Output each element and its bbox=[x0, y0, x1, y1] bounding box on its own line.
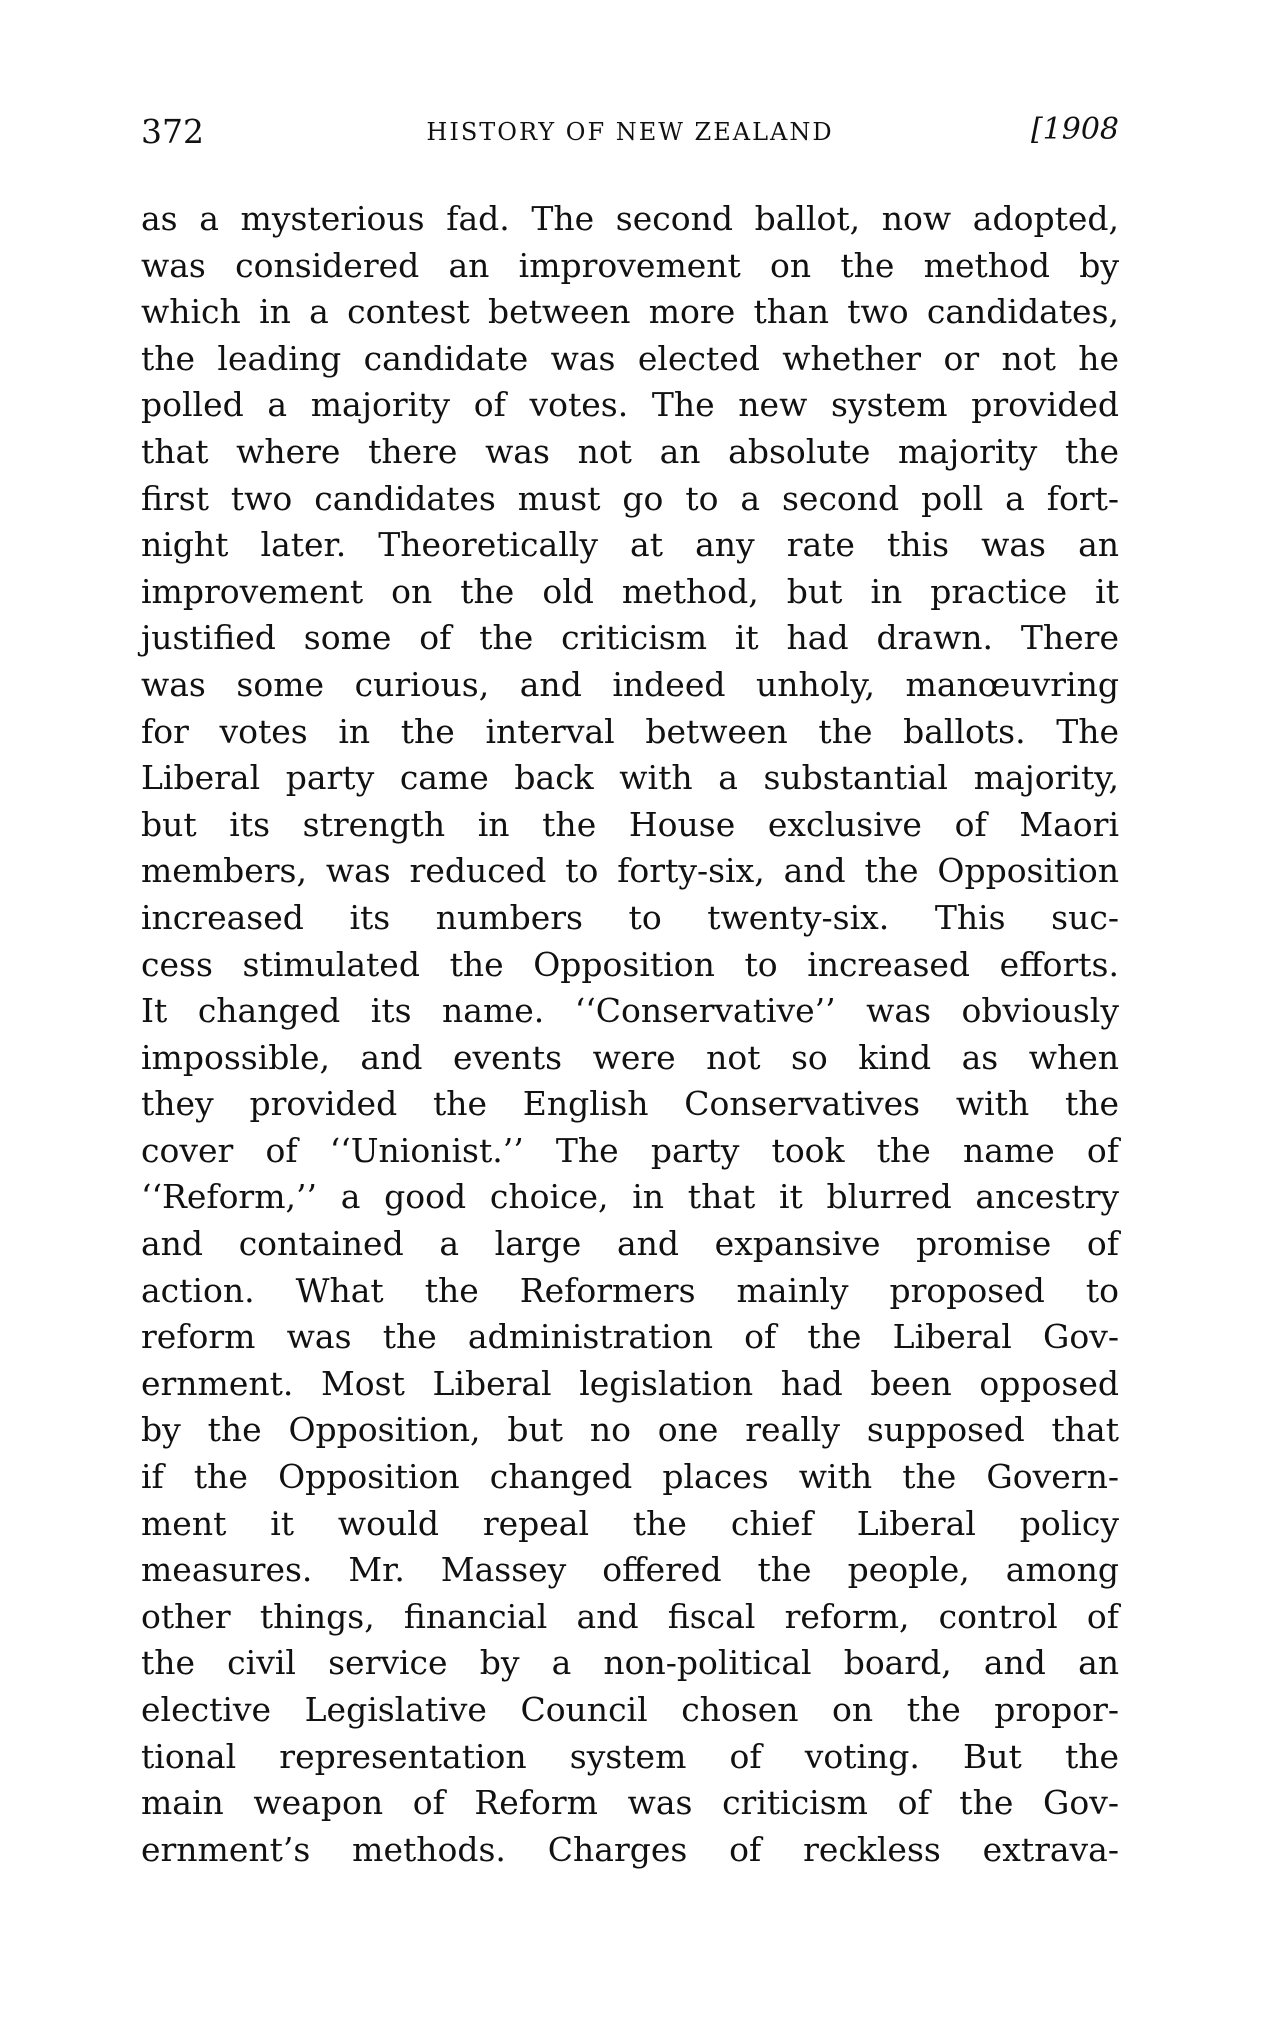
text-line bbox=[141, 1081, 1119, 1128]
text-line bbox=[141, 988, 1119, 1035]
text-line bbox=[141, 196, 1119, 243]
text-line bbox=[141, 1407, 1119, 1454]
running-header bbox=[141, 112, 1119, 156]
text-line-content: if the Opposition changed places with the Govern- bbox=[141, 1457, 1119, 1497]
text-line-content: for votes in the interval between the ballots. The bbox=[141, 711, 1119, 751]
year-marker: [1908 bbox=[1030, 112, 1119, 147]
body-text bbox=[141, 196, 1119, 1873]
text-line-content: other things, financial and fiscal reform, control of bbox=[141, 1596, 1119, 1636]
text-line bbox=[141, 476, 1119, 523]
text-line bbox=[141, 755, 1119, 802]
text-line bbox=[141, 569, 1119, 616]
text-line-content: as a mysterious fad. The second ballot, now adopted, bbox=[141, 199, 1119, 238]
text-line bbox=[141, 615, 1119, 662]
text-line bbox=[141, 1501, 1119, 1548]
text-line-content: night later. Theoretically at any rate this was an bbox=[141, 525, 1119, 565]
text-line-content: impossible, and events were not so kind as when bbox=[141, 1037, 1119, 1077]
text-line-content: polled a majority of votes. The new system provided bbox=[141, 385, 1119, 425]
text-line-content: elective Legislative Council chosen on the propor- bbox=[141, 1690, 1119, 1729]
text-line bbox=[141, 1314, 1119, 1361]
text-line-content: by the Opposition, but no one really supposed that bbox=[141, 1410, 1119, 1450]
text-line bbox=[141, 1687, 1119, 1734]
text-line bbox=[141, 382, 1119, 429]
text-line bbox=[141, 1454, 1119, 1501]
text-line-content: they provided the English Conservatives with the bbox=[141, 1084, 1119, 1124]
text-line bbox=[141, 1361, 1119, 1408]
text-line bbox=[141, 1827, 1119, 1874]
text-line bbox=[141, 1547, 1119, 1594]
text-line-content: the civil service by a non-political board, and an bbox=[141, 1643, 1119, 1683]
text-line-content: cess stimulated the Opposition to increased efforts. bbox=[141, 944, 1119, 984]
text-line-content: justified some of the criticism it had drawn. There bbox=[141, 618, 1119, 658]
text-line bbox=[141, 662, 1119, 709]
text-line-content: but its strength in the House exclusive of Maori bbox=[141, 804, 1119, 844]
text-line-content: was considered an improvement on the method by bbox=[141, 245, 1119, 285]
text-line-content: first two candidates must go to a second poll a fort- bbox=[141, 478, 1119, 518]
text-line-content: Liberal party came back with a substantial majority, bbox=[141, 758, 1119, 798]
text-line bbox=[141, 243, 1119, 290]
text-line-content: that where there was not an absolute majority the bbox=[141, 431, 1119, 471]
text-line-content: It changed its name. ‘‘Conservative’’ was obviously bbox=[141, 991, 1119, 1031]
text-line-content: the leading candidate was elected whether or not he bbox=[141, 338, 1119, 378]
text-line bbox=[141, 522, 1119, 569]
text-line bbox=[141, 336, 1119, 383]
text-line-content: action. What the Reformers mainly proposed to bbox=[141, 1270, 1119, 1310]
text-line bbox=[141, 429, 1119, 476]
text-line bbox=[141, 1640, 1119, 1687]
running-title: HISTORY OF NEW ZEALAND bbox=[426, 118, 834, 146]
text-line bbox=[141, 1035, 1119, 1082]
text-line bbox=[141, 848, 1119, 895]
text-line bbox=[141, 1268, 1119, 1315]
text-line-content: and contained a large and expansive promise of bbox=[141, 1224, 1119, 1264]
text-line-content: improvement on the old method, but in practice it bbox=[141, 571, 1119, 611]
text-line bbox=[141, 709, 1119, 756]
text-line-content: ernment’s methods. Charges of reckless extrava- bbox=[141, 1829, 1119, 1869]
text-line bbox=[141, 1221, 1119, 1268]
text-line bbox=[141, 1780, 1119, 1827]
text-line-content: ernment. Most Liberal legislation had been opposed bbox=[141, 1363, 1119, 1403]
text-line-content: tional representation system of voting. But the bbox=[141, 1736, 1119, 1776]
text-line-content: main weapon of Reform was criticism of the Gov- bbox=[141, 1783, 1119, 1823]
text-line bbox=[141, 289, 1119, 336]
text-line-content: reform was the administration of the Liberal Gov- bbox=[141, 1317, 1119, 1357]
text-line-content: measures. Mr. Massey offered the people, among bbox=[141, 1550, 1119, 1590]
text-line-content: increased its numbers to twenty-six. This suc- bbox=[141, 897, 1119, 937]
text-line bbox=[141, 1594, 1119, 1641]
page-number: 372 bbox=[141, 112, 204, 151]
text-line-content: cover of ‘‘Unionist.’’ The party took the name of bbox=[141, 1130, 1119, 1170]
text-line-content: which in a contest between more than two candidates, bbox=[141, 292, 1119, 332]
text-line bbox=[141, 1128, 1119, 1175]
text-line-content: ‘‘Reform,’’ a good choice, in that it blurred ancestry bbox=[141, 1177, 1119, 1217]
text-line-content: members, was reduced to forty-six, and the Opposition bbox=[141, 851, 1119, 891]
text-line bbox=[141, 942, 1119, 989]
text-line bbox=[141, 1174, 1119, 1221]
text-line bbox=[141, 895, 1119, 942]
text-line bbox=[141, 802, 1119, 849]
text-line bbox=[141, 1734, 1119, 1781]
text-line-content: was some curious, and indeed unholy, manœuvring bbox=[141, 664, 1119, 704]
text-line-content: ment it would repeal the chief Liberal policy bbox=[141, 1503, 1119, 1543]
